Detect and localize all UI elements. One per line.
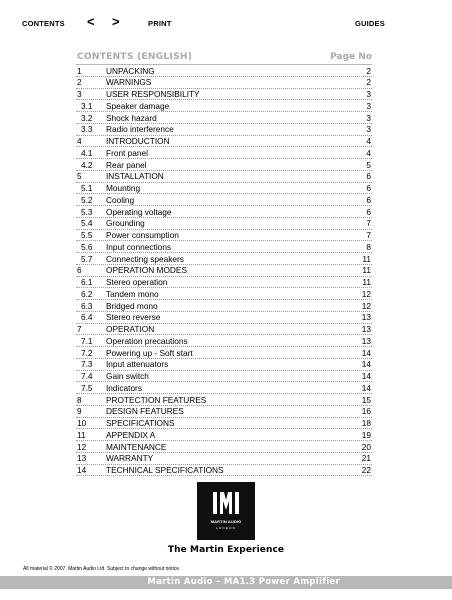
toc-entry[interactable] — [76, 89, 372, 101]
footer-title: Martin Audio – MA1.3 Power Amplifier — [147, 577, 340, 587]
toc-entry-page: 13 — [361, 324, 371, 334]
toc-entry-number: 6.4 — [81, 312, 93, 323]
toc-entry[interactable] — [76, 347, 372, 359]
toc-entry-title: Stereo operation — [106, 277, 168, 287]
toc-entry[interactable] — [76, 359, 372, 371]
toc-title: CONTENTS (ENGLISH) — [77, 52, 193, 62]
toc-entry-number: 5.6 — [81, 241, 93, 252]
toc-entry-number: 5 — [77, 171, 82, 182]
toc-entry[interactable] — [76, 277, 372, 289]
toc-entry-number: 6.3 — [81, 300, 93, 311]
toc-entry[interactable] — [76, 429, 372, 441]
toc-entry-page: 11 — [362, 253, 371, 264]
toc-entry[interactable] — [76, 183, 372, 195]
toc-entry[interactable] — [76, 218, 372, 230]
toc-entry-title: TECHNICAL SPECIFICATIONS — [106, 465, 224, 475]
toc-entry[interactable] — [76, 324, 372, 336]
toc-entry[interactable] — [76, 171, 372, 183]
toc-entry[interactable] — [76, 147, 372, 159]
toc-entry-title: Shock hazard — [106, 112, 157, 123]
toc-entry-page: 11 — [362, 277, 371, 287]
toc-entry-page: 7 — [366, 230, 371, 240]
guides-link[interactable]: GUIDES — [355, 19, 385, 28]
toc-entry[interactable] — [76, 159, 372, 171]
toc-entry-number: 4.1 — [81, 147, 93, 158]
previous-page-button[interactable]: < — [87, 14, 95, 29]
toc-entry[interactable] — [76, 265, 372, 277]
martin-audio-logo-icon — [211, 488, 241, 518]
toc-entry[interactable] — [76, 465, 372, 477]
toc-entry[interactable] — [76, 394, 372, 406]
toc-entry-number: 3.2 — [81, 112, 93, 123]
toc-entry-page: 14 — [361, 382, 371, 393]
toc-entry-number: 5.3 — [81, 206, 93, 217]
toc-entry-page: 7 — [366, 218, 371, 229]
toc-entry[interactable] — [76, 124, 372, 136]
toc-entry-number: 8 — [77, 394, 82, 405]
toc-entry-title: Tandem mono — [106, 288, 159, 299]
toc-entry[interactable] — [76, 288, 372, 300]
toc-entry-title: Input connections — [106, 241, 172, 252]
toc-entry[interactable] — [76, 312, 372, 324]
toc-entry-title: Bridged mono — [106, 300, 158, 311]
toc-entry[interactable] — [76, 335, 372, 347]
toc-entry-page: 4 — [366, 136, 371, 146]
toc-entry-number: 3.1 — [81, 100, 93, 111]
toc-entry-number: 5.4 — [81, 218, 93, 229]
toc-entry-title: Mounting — [106, 183, 141, 193]
toc-entry[interactable] — [76, 230, 372, 242]
toc-entry-number: 6 — [77, 265, 82, 276]
toc-entry-number: 13 — [77, 453, 87, 464]
toc-entry[interactable] — [76, 206, 372, 218]
toc-entry-title: Stereo reverse — [106, 312, 161, 323]
toc-entry-title: PROTECTION FEATURES — [106, 394, 207, 405]
toc-entry-page: 12 — [361, 288, 371, 299]
toc-entry-title: UNPACKING — [106, 65, 155, 76]
toc-entry-page: 13 — [361, 312, 371, 323]
table-of-contents — [76, 52, 372, 476]
toc-entry-title: APPENDIX A — [106, 429, 156, 440]
toc-entry-page: 21 — [361, 453, 371, 464]
toc-entry[interactable] — [76, 136, 372, 148]
toc-entries — [76, 65, 372, 476]
toc-entry-title: Gain switch — [106, 371, 149, 381]
page-number-header: Page No — [330, 52, 372, 62]
toc-entry[interactable] — [76, 77, 372, 89]
toc-entry-number: 6.2 — [81, 288, 93, 299]
toc-entry-page: 18 — [361, 418, 371, 428]
martin-audio-logo — [197, 482, 255, 540]
logo-location: LONDON — [215, 526, 237, 530]
next-page-button[interactable]: > — [112, 14, 120, 29]
toc-entry-page: 6 — [366, 206, 371, 217]
toc-entry-number: 7 — [77, 324, 82, 334]
toc-entry-title: OPERATION — [106, 324, 155, 334]
toc-entry-title: INSTALLATION — [106, 171, 164, 182]
toc-entry[interactable] — [76, 300, 372, 312]
toc-entry[interactable] — [76, 371, 372, 383]
toc-entry-page: 14 — [361, 371, 371, 381]
toc-entry-number: 10 — [77, 418, 87, 428]
toc-entry-page: 16 — [361, 406, 371, 417]
toc-entry-page: 4 — [366, 147, 371, 158]
toc-entry-number: 6.1 — [81, 277, 93, 287]
toc-entry-title: OPERATION MODES — [106, 265, 187, 276]
toc-entry-title: Grounding — [106, 218, 145, 229]
toc-entry-title: Operation precautions — [106, 335, 188, 346]
toc-entry-title: Front panel — [106, 147, 148, 158]
toc-entry-title: Powering up - Soft start — [106, 347, 193, 358]
toc-entry-number: 5.2 — [81, 194, 93, 205]
toc-entry-title: Input attenuators — [106, 359, 169, 370]
toc-entry[interactable] — [76, 406, 372, 418]
toc-entry-number: 11 — [77, 429, 86, 440]
toc-entry-number: 3.3 — [81, 124, 93, 135]
toc-entry-number: 7.2 — [81, 347, 93, 358]
toc-entry-page: 3 — [366, 89, 371, 99]
toc-entry-page: 20 — [361, 441, 371, 452]
print-link[interactable]: PRINT — [148, 19, 172, 28]
toc-entry-number: 7.5 — [81, 382, 93, 393]
footer-bar — [0, 576, 452, 589]
toc-entry-page: 15 — [361, 394, 371, 405]
toc-entry-number: 4 — [77, 136, 82, 146]
toc-entry[interactable] — [76, 441, 372, 453]
toc-entry-page: 6 — [366, 183, 371, 193]
contents-link[interactable]: CONTENTS — [22, 19, 65, 28]
toc-entry[interactable] — [76, 418, 372, 430]
toc-entry-title: Operating voltage — [106, 206, 172, 217]
toc-entry-number: 5.7 — [81, 253, 93, 264]
toc-entry[interactable] — [76, 453, 372, 465]
toc-entry-number: 4.2 — [81, 159, 93, 170]
toc-entry-title: Rear panel — [106, 159, 147, 170]
toc-entry-page: 8 — [366, 241, 371, 252]
toc-entry-page: 14 — [361, 359, 371, 370]
toc-entry-title: Indicators — [106, 382, 142, 393]
toc-entry-page: 2 — [366, 77, 371, 88]
toc-entry[interactable] — [76, 112, 372, 124]
toc-header — [76, 52, 372, 65]
toc-entry-number: 7.1 — [81, 335, 93, 346]
tagline: The Martin Experience — [167, 545, 285, 555]
toc-entry-title: DESIGN FEATURES — [106, 406, 184, 417]
toc-entry-page: 3 — [366, 124, 371, 135]
toc-entry-page: 11 — [362, 265, 371, 276]
logo-name: MARTIN AUDIO — [210, 519, 242, 524]
toc-entry-number: 7.4 — [81, 371, 93, 381]
toc-entry-number: 5.5 — [81, 230, 93, 240]
toc-entry-page: 13 — [361, 335, 371, 346]
toc-entry-page: 3 — [366, 112, 371, 123]
toc-entry-page: 6 — [366, 171, 371, 182]
toc-entry-page: 3 — [366, 100, 371, 111]
toc-entry-number: 12 — [77, 441, 87, 452]
toc-entry-title: Power consumption — [106, 230, 179, 240]
toc-entry-page: 6 — [366, 194, 371, 205]
toc-entry[interactable] — [76, 194, 372, 206]
toc-entry-number: 7.3 — [81, 359, 93, 370]
toc-entry[interactable] — [76, 253, 372, 265]
toc-entry-page: 19 — [361, 429, 371, 440]
toc-entry-number: 14 — [77, 465, 87, 475]
toc-entry-number: 5.1 — [81, 183, 93, 193]
toc-entry-title: WARNINGS — [106, 77, 152, 88]
toc-entry-number: 9 — [77, 406, 82, 417]
toc-entry-page: 2 — [366, 65, 371, 76]
top-navigation — [0, 0, 452, 40]
toc-entry-title: USER RESPONSIBILITY — [106, 89, 200, 99]
toc-entry-number: 2 — [77, 77, 82, 88]
toc-entry-page: 14 — [361, 347, 371, 358]
toc-entry[interactable] — [76, 65, 372, 77]
toc-entry-page: 5 — [366, 159, 371, 170]
toc-entry[interactable] — [76, 241, 372, 253]
toc-entry-title: MAINTENANCE — [106, 441, 167, 452]
toc-entry-title: Speaker damage — [106, 100, 170, 111]
toc-entry-number: 1 — [77, 65, 82, 76]
toc-entry-page: 22 — [361, 465, 371, 475]
toc-entry-title: INTRODUCTION — [106, 136, 170, 146]
toc-entry-number: 3 — [77, 89, 82, 99]
toc-entry-title: Cooling — [106, 194, 135, 205]
toc-entry-title: WARRANTY — [106, 453, 154, 464]
toc-entry-title: Connecting speakers — [106, 253, 184, 264]
copyright-notice: All material © 2007. Martin Audio Ltd. Subject to change without notice. — [23, 566, 181, 572]
toc-entry-page: 12 — [361, 300, 371, 311]
toc-entry[interactable] — [76, 100, 372, 112]
toc-entry[interactable] — [76, 382, 372, 394]
toc-entry-title: SPECIFICATIONS — [106, 418, 175, 428]
toc-entry-title: Radio interference — [106, 124, 174, 135]
